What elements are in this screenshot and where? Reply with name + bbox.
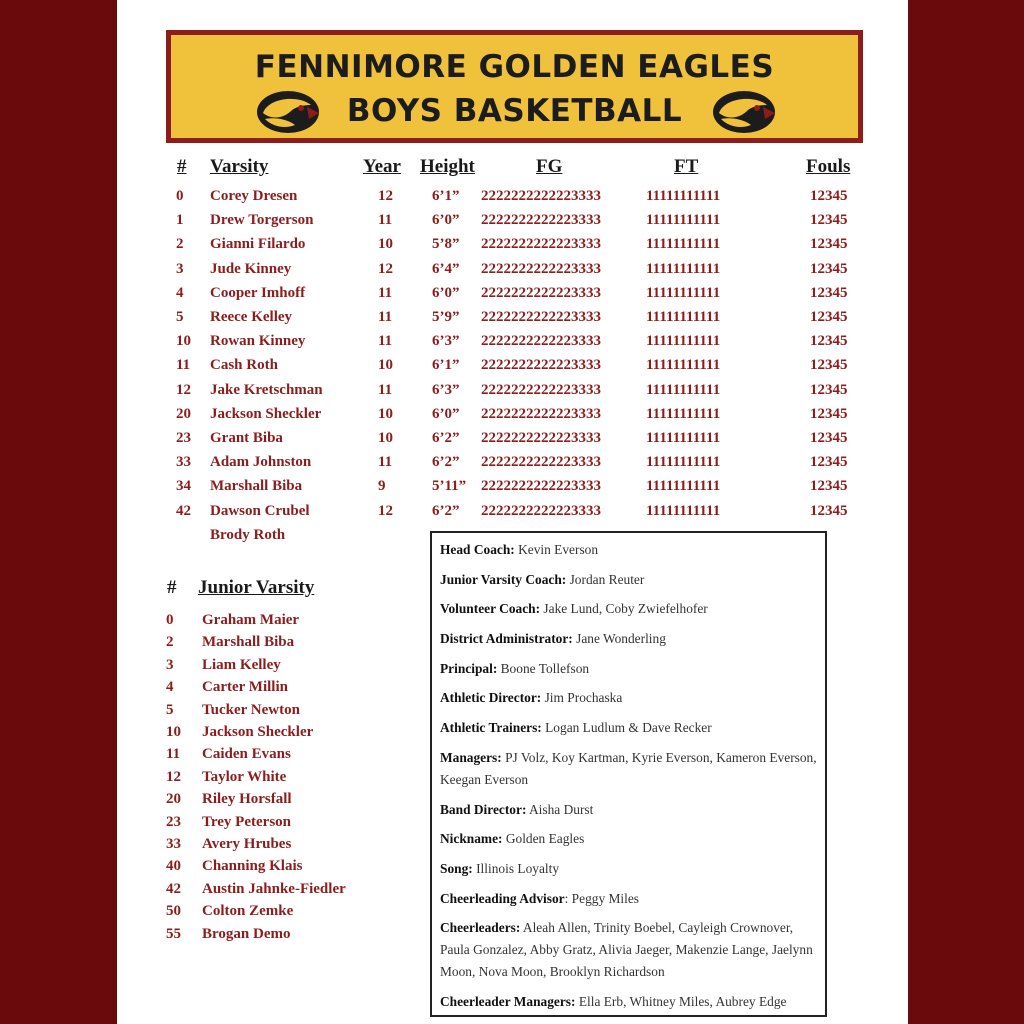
player-fouls: 12345 bbox=[810, 188, 848, 204]
player-height: 6’1” bbox=[432, 357, 460, 374]
player-number: 23 bbox=[176, 430, 191, 446]
varsity-header-ft: FT bbox=[674, 156, 699, 177]
player-fouls: 12345 bbox=[810, 284, 848, 301]
player-fouls: 12345 bbox=[810, 357, 848, 374]
player-number: 2 bbox=[176, 236, 184, 253]
staff-role-label: Cheerleader Managers: bbox=[440, 993, 576, 1009]
staff-entry bbox=[440, 687, 817, 709]
staff-entry bbox=[440, 991, 817, 1013]
player-height: 6’0” bbox=[432, 405, 460, 422]
player-ft: 11111111111 bbox=[646, 430, 721, 446]
jv-player-number: 42 bbox=[166, 880, 181, 897]
player-number: 5 bbox=[176, 309, 184, 325]
player-fouls: 12345 bbox=[810, 333, 848, 350]
player-fg: 2222222222223333 bbox=[481, 284, 601, 301]
player-year: 12 bbox=[378, 260, 393, 277]
player-number: 34 bbox=[176, 478, 191, 495]
player-fouls: 12345 bbox=[810, 454, 848, 471]
player-fg: 2222222222223333 bbox=[481, 333, 601, 350]
title-banner bbox=[166, 30, 863, 143]
player-ft: 11111111111 bbox=[646, 454, 721, 471]
staff-names: Aleah Allen, Trinity Boebel, Cayleigh Crownover, Paula Gonzalez, Abby Gratz, Alivia Jaeger, Makenzie Lange, Jaelynn Moon, Nova Moon, Brooklyn Richardson bbox=[440, 920, 813, 980]
jv-player-name: Avery Hrubes bbox=[202, 836, 292, 852]
player-number: 42 bbox=[176, 502, 191, 519]
jv-player-number: 23 bbox=[166, 813, 181, 830]
player-height: 6’3” bbox=[432, 333, 460, 350]
jv-player-number: 0 bbox=[166, 612, 174, 628]
jv-player-name: Riley Horsfall bbox=[202, 791, 292, 808]
staff-entry bbox=[440, 539, 817, 561]
player-ft: 11111111111 bbox=[646, 478, 721, 495]
player-height: 5’11” bbox=[432, 478, 467, 495]
staff-names: Aisha Durst bbox=[526, 801, 594, 817]
player-fg: 2222222222223333 bbox=[481, 236, 601, 253]
player-name: Rowan Kinney bbox=[210, 333, 306, 350]
staff-entry bbox=[440, 747, 817, 791]
player-height: 6’2” bbox=[432, 430, 460, 446]
player-number: 1 bbox=[176, 212, 184, 229]
player-height: 6’2” bbox=[432, 502, 460, 519]
staff-role-label: Nickname: bbox=[440, 831, 503, 847]
staff-info-box bbox=[430, 531, 827, 1017]
player-fg: 2222222222223333 bbox=[481, 212, 601, 229]
player-name: Jude Kinney bbox=[210, 260, 292, 277]
jv-player-name: Channing Klais bbox=[202, 858, 303, 875]
player-name: Jake Kretschman bbox=[210, 381, 323, 398]
player-year: 10 bbox=[378, 405, 393, 422]
player-number: 33 bbox=[176, 454, 191, 471]
staff-role-label: Head Coach: bbox=[440, 542, 515, 557]
player-height: 6’2” bbox=[432, 454, 460, 471]
staff-entry bbox=[440, 569, 817, 591]
player-name: Corey Dresen bbox=[210, 188, 298, 204]
staff-role-label: Principal: bbox=[440, 660, 498, 676]
player-fg: 2222222222223333 bbox=[481, 309, 601, 325]
staff-names: Golden Eagles bbox=[502, 831, 585, 847]
player-year: 11 bbox=[378, 381, 393, 398]
staff-role-label: Song: bbox=[440, 860, 473, 876]
staff-names: : Peggy Miles bbox=[564, 890, 640, 906]
staff-entry bbox=[440, 717, 817, 739]
player-year: 12 bbox=[378, 502, 393, 519]
player-year: 11 bbox=[378, 454, 393, 471]
staff-names: PJ Volz, Koy Kartman, Kyrie Everson, Kameron Everson, Keegan Everson bbox=[440, 749, 817, 787]
varsity-header-name: Varsity bbox=[210, 156, 269, 177]
player-height: 5’8” bbox=[432, 236, 460, 253]
player-name: Adam Johnston bbox=[210, 454, 312, 471]
jv-player-number: 4 bbox=[166, 679, 174, 696]
varsity-header-year: Year bbox=[363, 156, 401, 177]
staff-entry bbox=[440, 858, 817, 880]
jv-player-number: 20 bbox=[166, 791, 181, 808]
staff-entry bbox=[440, 917, 817, 983]
varsity-header-number: # bbox=[177, 156, 187, 177]
player-fg: 2222222222223333 bbox=[481, 188, 601, 204]
player-fouls: 12345 bbox=[810, 381, 848, 398]
jv-player-number: 50 bbox=[166, 903, 181, 920]
jv-player-number: 40 bbox=[166, 858, 181, 875]
player-fg: 2222222222223333 bbox=[481, 405, 601, 422]
player-number: 3 bbox=[176, 260, 184, 277]
player-name: Gianni Filardo bbox=[210, 236, 306, 253]
banner-title-line1: FENNIMORE GOLDEN EAGLES bbox=[254, 49, 775, 85]
player-fouls: 12345 bbox=[810, 430, 848, 446]
player-name: Brody Roth bbox=[210, 526, 286, 543]
jv-player-number: 11 bbox=[166, 746, 181, 763]
player-fg: 2222222222223333 bbox=[481, 357, 601, 374]
player-ft: 11111111111 bbox=[646, 309, 721, 325]
staff-entry bbox=[440, 598, 817, 620]
staff-entry bbox=[440, 658, 817, 680]
player-name: Cooper Imhoff bbox=[210, 284, 306, 301]
jv-player-name: Caiden Evans bbox=[202, 746, 291, 763]
jv-player-name: Tucker Newton bbox=[202, 701, 300, 718]
player-number: 12 bbox=[176, 381, 191, 398]
player-height: 5’9” bbox=[432, 309, 460, 325]
player-year: 11 bbox=[378, 309, 393, 325]
jv-player-name: Trey Peterson bbox=[202, 813, 291, 830]
staff-names: Logan Ludlum & Dave Recker bbox=[541, 720, 712, 736]
player-fouls: 12345 bbox=[810, 502, 848, 519]
player-year: 11 bbox=[378, 212, 393, 229]
player-year: 10 bbox=[378, 357, 393, 374]
staff-names: Jordan Reuter bbox=[566, 571, 645, 587]
staff-role-label: Band Director: bbox=[440, 801, 527, 817]
player-ft: 11111111111 bbox=[646, 381, 721, 398]
player-fg: 2222222222223333 bbox=[481, 454, 601, 471]
player-name: Grant Biba bbox=[210, 430, 283, 446]
jv-player-number: 3 bbox=[166, 656, 174, 673]
player-ft: 11111111111 bbox=[646, 212, 721, 229]
player-ft: 11111111111 bbox=[646, 260, 721, 277]
jv-player-number: 33 bbox=[166, 836, 181, 852]
staff-names: Illinois Loyalty bbox=[472, 860, 560, 876]
player-ft: 11111111111 bbox=[646, 357, 721, 374]
player-fg: 2222222222223333 bbox=[481, 381, 601, 398]
jv-player-name: Carter Millin bbox=[202, 679, 288, 696]
player-fg: 2222222222223333 bbox=[481, 430, 601, 446]
staff-names: Jim Prochaska bbox=[541, 690, 623, 706]
player-ft: 11111111111 bbox=[646, 333, 721, 350]
player-ft: 11111111111 bbox=[646, 284, 721, 301]
player-fouls: 12345 bbox=[810, 405, 848, 422]
staff-entry bbox=[440, 828, 817, 850]
eagle-head-logo-icon bbox=[711, 87, 777, 135]
player-name: Jackson Sheckler bbox=[210, 405, 322, 422]
player-height: 6’3” bbox=[432, 381, 460, 398]
jv-player-name: Austin Jahnke-Fiedler bbox=[202, 880, 346, 897]
staff-role-label: Cheerleaders: bbox=[440, 920, 521, 936]
player-ft: 11111111111 bbox=[646, 405, 721, 422]
jv-player-number: 5 bbox=[166, 701, 174, 718]
staff-names: Ella Erb, Whitney Miles, Aubrey Edge bbox=[575, 993, 787, 1009]
player-fg: 2222222222223333 bbox=[481, 478, 601, 495]
player-number: 4 bbox=[176, 284, 184, 301]
player-name: Drew Torgerson bbox=[210, 212, 314, 229]
player-fouls: 12345 bbox=[810, 260, 848, 277]
varsity-header-fg: FG bbox=[536, 156, 563, 177]
player-height: 6’1” bbox=[432, 188, 460, 204]
player-height: 6’0” bbox=[432, 284, 460, 301]
player-fouls: 12345 bbox=[810, 236, 848, 253]
banner-title-line2: BOYS BASKETBALL bbox=[346, 93, 683, 129]
player-ft: 11111111111 bbox=[646, 502, 721, 519]
player-number: 0 bbox=[176, 188, 184, 204]
player-year: 11 bbox=[378, 333, 393, 350]
jv-player-name: Marshall Biba bbox=[202, 634, 295, 651]
staff-entry bbox=[440, 888, 817, 910]
player-number: 20 bbox=[176, 405, 191, 422]
player-year: 10 bbox=[378, 430, 393, 446]
player-fouls: 12345 bbox=[810, 212, 848, 229]
jv-header-number: # bbox=[167, 577, 177, 598]
player-fg: 2222222222223333 bbox=[481, 260, 601, 277]
staff-names: Boone Tollefson bbox=[497, 660, 590, 676]
staff-role-label: Cheerleading Advisor bbox=[440, 890, 565, 906]
jv-player-name: Taylor White bbox=[202, 768, 287, 785]
varsity-header-fouls: Fouls bbox=[806, 156, 851, 177]
player-name: Dawson Crubel bbox=[210, 502, 310, 519]
player-name: Reece Kelley bbox=[210, 309, 293, 325]
jv-player-name: Jackson Sheckler bbox=[202, 724, 314, 740]
staff-entry bbox=[440, 799, 817, 821]
jv-player-number: 2 bbox=[166, 634, 174, 651]
jv-header-name: Junior Varsity bbox=[198, 577, 315, 598]
jv-player-name: Brogan Demo bbox=[202, 925, 291, 942]
staff-names: Jane Wonderling bbox=[572, 631, 666, 647]
staff-role-label: District Administrator: bbox=[440, 631, 573, 647]
player-year: 12 bbox=[378, 188, 393, 204]
player-year: 9 bbox=[378, 478, 386, 495]
player-ft: 11111111111 bbox=[646, 236, 721, 253]
jv-player-name: Liam Kelley bbox=[202, 656, 281, 673]
varsity-header-height: Height bbox=[420, 156, 475, 177]
player-fouls: 12345 bbox=[810, 309, 848, 325]
player-name: Cash Roth bbox=[210, 357, 278, 374]
player-ft: 11111111111 bbox=[646, 188, 721, 204]
staff-role-label: Athletic Director: bbox=[440, 690, 542, 706]
player-height: 6’0” bbox=[432, 212, 460, 229]
jv-player-number: 12 bbox=[166, 768, 181, 785]
jv-player-name: Colton Zemke bbox=[202, 903, 294, 920]
player-number: 10 bbox=[176, 333, 191, 350]
staff-role-label: Junior Varsity Coach: bbox=[440, 571, 567, 587]
staff-names: Jake Lund, Coby Zwiefelhofer bbox=[540, 601, 708, 617]
staff-names: Kevin Everson bbox=[514, 542, 599, 557]
jv-player-number: 10 bbox=[166, 724, 181, 740]
player-fg: 2222222222223333 bbox=[481, 502, 601, 519]
player-year: 10 bbox=[378, 236, 393, 253]
jv-player-name: Graham Maier bbox=[202, 612, 300, 628]
staff-entry bbox=[440, 628, 817, 650]
jv-player-number: 55 bbox=[166, 925, 181, 942]
staff-role-label: Volunteer Coach: bbox=[440, 601, 541, 617]
staff-role-label: Managers: bbox=[440, 749, 502, 765]
player-year: 11 bbox=[378, 284, 393, 301]
player-number: 11 bbox=[176, 357, 191, 374]
staff-role-label: Athletic Trainers: bbox=[440, 720, 542, 736]
player-name: Marshall Biba bbox=[210, 478, 303, 495]
player-fouls: 12345 bbox=[810, 478, 848, 495]
player-height: 6’4” bbox=[432, 260, 460, 277]
